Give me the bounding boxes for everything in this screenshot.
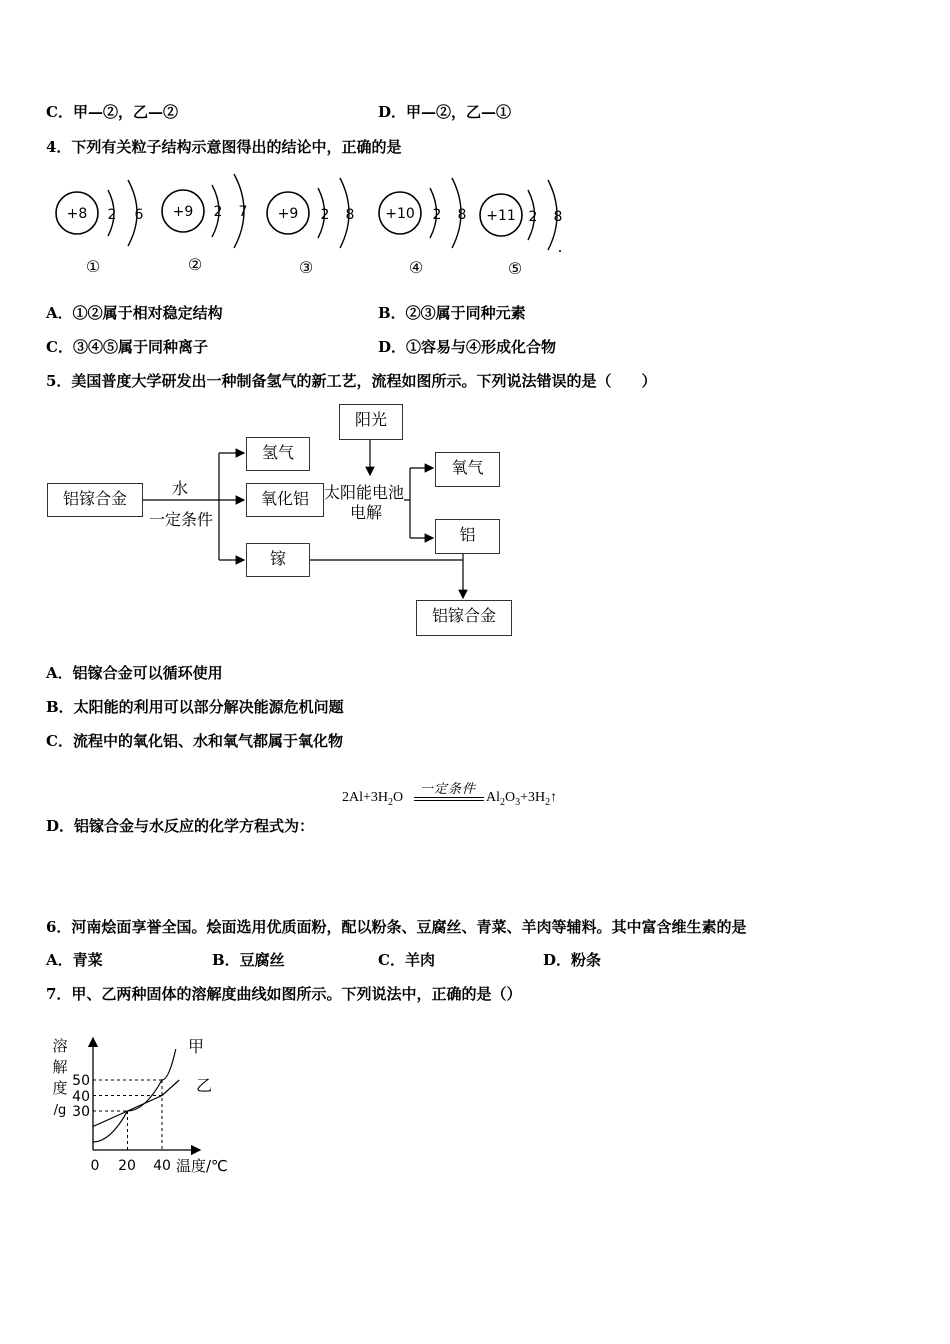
atom-4-nucleus: +10 bbox=[385, 206, 415, 222]
flow-h2-box: 氢气 bbox=[246, 437, 310, 471]
y-label-char-4: /g bbox=[53, 1103, 67, 1118]
y-label-char-2: 解 bbox=[52, 1058, 68, 1076]
atom-5-label: ⑤ bbox=[507, 259, 523, 278]
q3-option-d: D．甲—②，乙—① bbox=[378, 103, 512, 121]
q3-option-c: C．甲—②，乙—② bbox=[46, 103, 178, 121]
atom-2-label: ② bbox=[187, 255, 203, 274]
flow-process-bottom-label: 电解 bbox=[350, 503, 383, 522]
x-tick-40: 40 bbox=[153, 1158, 171, 1174]
atom-2-shell-2: 7 bbox=[238, 204, 248, 220]
atom-3-nucleus: +9 bbox=[277, 206, 299, 222]
series-yi-label: 乙 bbox=[196, 1076, 213, 1095]
q5-option-a: A．铝镓合金可以循环使用 bbox=[46, 664, 223, 682]
q4-option-c: C．③④⑤属于同种离子 bbox=[46, 338, 208, 356]
q5-stem: 5．美国普度大学研发出一种制备氢气的新工艺，流程如图所示。下列说法错误的是（ ） bbox=[46, 372, 657, 390]
x-tick-20: 20 bbox=[118, 1158, 136, 1174]
atom-4-shell-1: 2 bbox=[432, 207, 442, 223]
flow-arrow-bottom-label: 一定条件 bbox=[149, 510, 214, 529]
q6-option-b: B．豆腐丝 bbox=[212, 951, 285, 969]
q6-option-c: C．羊肉 bbox=[378, 951, 435, 969]
q5-option-d: D．铝镓合金与水反应的化学方程式为： bbox=[46, 817, 315, 835]
atom-4-shell-2: 8 bbox=[457, 207, 467, 223]
q5-option-b: B．太阳能的利用可以部分解决能源危机问题 bbox=[46, 698, 344, 716]
atom-3-label: ③ bbox=[298, 258, 314, 277]
x-tick-0: 0 bbox=[90, 1158, 100, 1174]
series-yi-curve bbox=[93, 1080, 179, 1127]
atom-1-shell-2: 6 bbox=[134, 207, 144, 223]
atom-4-label: ④ bbox=[408, 258, 424, 277]
series-jia-label: 甲 bbox=[188, 1037, 205, 1056]
atom-2-nucleus: +9 bbox=[172, 204, 194, 220]
equation-condition: 一定条件 bbox=[420, 781, 477, 796]
q4-option-a: A．①②属于相对稳定结构 bbox=[46, 304, 223, 322]
atom-3-shell-2: 8 bbox=[345, 207, 355, 223]
q4-option-d: D．①容易与④形成化合物 bbox=[378, 338, 557, 356]
atom-2-shell-1: 2 bbox=[213, 204, 223, 220]
atom-5-shell-1: 2 bbox=[528, 209, 538, 225]
atom-5-nucleus: +11 bbox=[486, 208, 516, 224]
q4-stem: 4．下列有关粒子结构示意图得出的结论中，正确的是 bbox=[46, 138, 402, 156]
y-tick-30: 30 bbox=[72, 1104, 90, 1120]
atom-3-shell-1: 2 bbox=[320, 207, 330, 223]
flow-end-box: 铝镓合金 bbox=[416, 600, 512, 636]
q5-equation: $2Al+3H_2O$ 一定条件 $Al_2O_3+3H_2↑$ bbox=[342, 778, 602, 808]
q6-option-d: D．粉条 bbox=[543, 951, 602, 969]
flow-al-box: 铝 bbox=[435, 519, 500, 554]
atom-5-shell-2: 8 bbox=[553, 209, 563, 225]
flow-al2o3-box: 氧化铝 bbox=[246, 483, 324, 517]
q6-option-a: A．青菜 bbox=[46, 951, 103, 969]
x-axis-label: 温度/℃ bbox=[176, 1157, 228, 1175]
q5-option-c: C．流程中的氧化铝、水和氧气都属于氧化物 bbox=[46, 732, 343, 750]
flow-sun-box: 阳光 bbox=[339, 404, 403, 440]
flow-start-box: 铝镓合金 bbox=[47, 483, 143, 517]
atom-1-nucleus: +8 bbox=[66, 206, 88, 222]
y-label-char-1: 溶 bbox=[52, 1037, 68, 1055]
q7-stem: 7．甲、乙两种固体的溶解度曲线如图所示。下列说法中，正确的是（） bbox=[46, 985, 522, 1003]
q4-option-b: B．②③属于同种元素 bbox=[378, 304, 526, 322]
q6-stem: 6．河南烩面享誉全国。烩面选用优质面粉，配以粉条、豆腐丝、青菜、羊肉等辅料。其中富含维生素的是 bbox=[46, 918, 747, 936]
flow-o2-box: 氧气 bbox=[435, 452, 500, 487]
atom-1-label: ① bbox=[85, 257, 101, 276]
flow-ga-box: 镓 bbox=[246, 543, 310, 577]
atom-1-shell-1: 2 bbox=[107, 207, 117, 223]
y-tick-40: 40 bbox=[72, 1089, 90, 1105]
flow-process-top-label: 太阳能电池 bbox=[324, 480, 404, 503]
y-tick-50: 50 bbox=[72, 1073, 90, 1089]
flow-arrow-top-label: 水 bbox=[172, 479, 189, 498]
y-label-char-3: 度 bbox=[52, 1079, 68, 1097]
